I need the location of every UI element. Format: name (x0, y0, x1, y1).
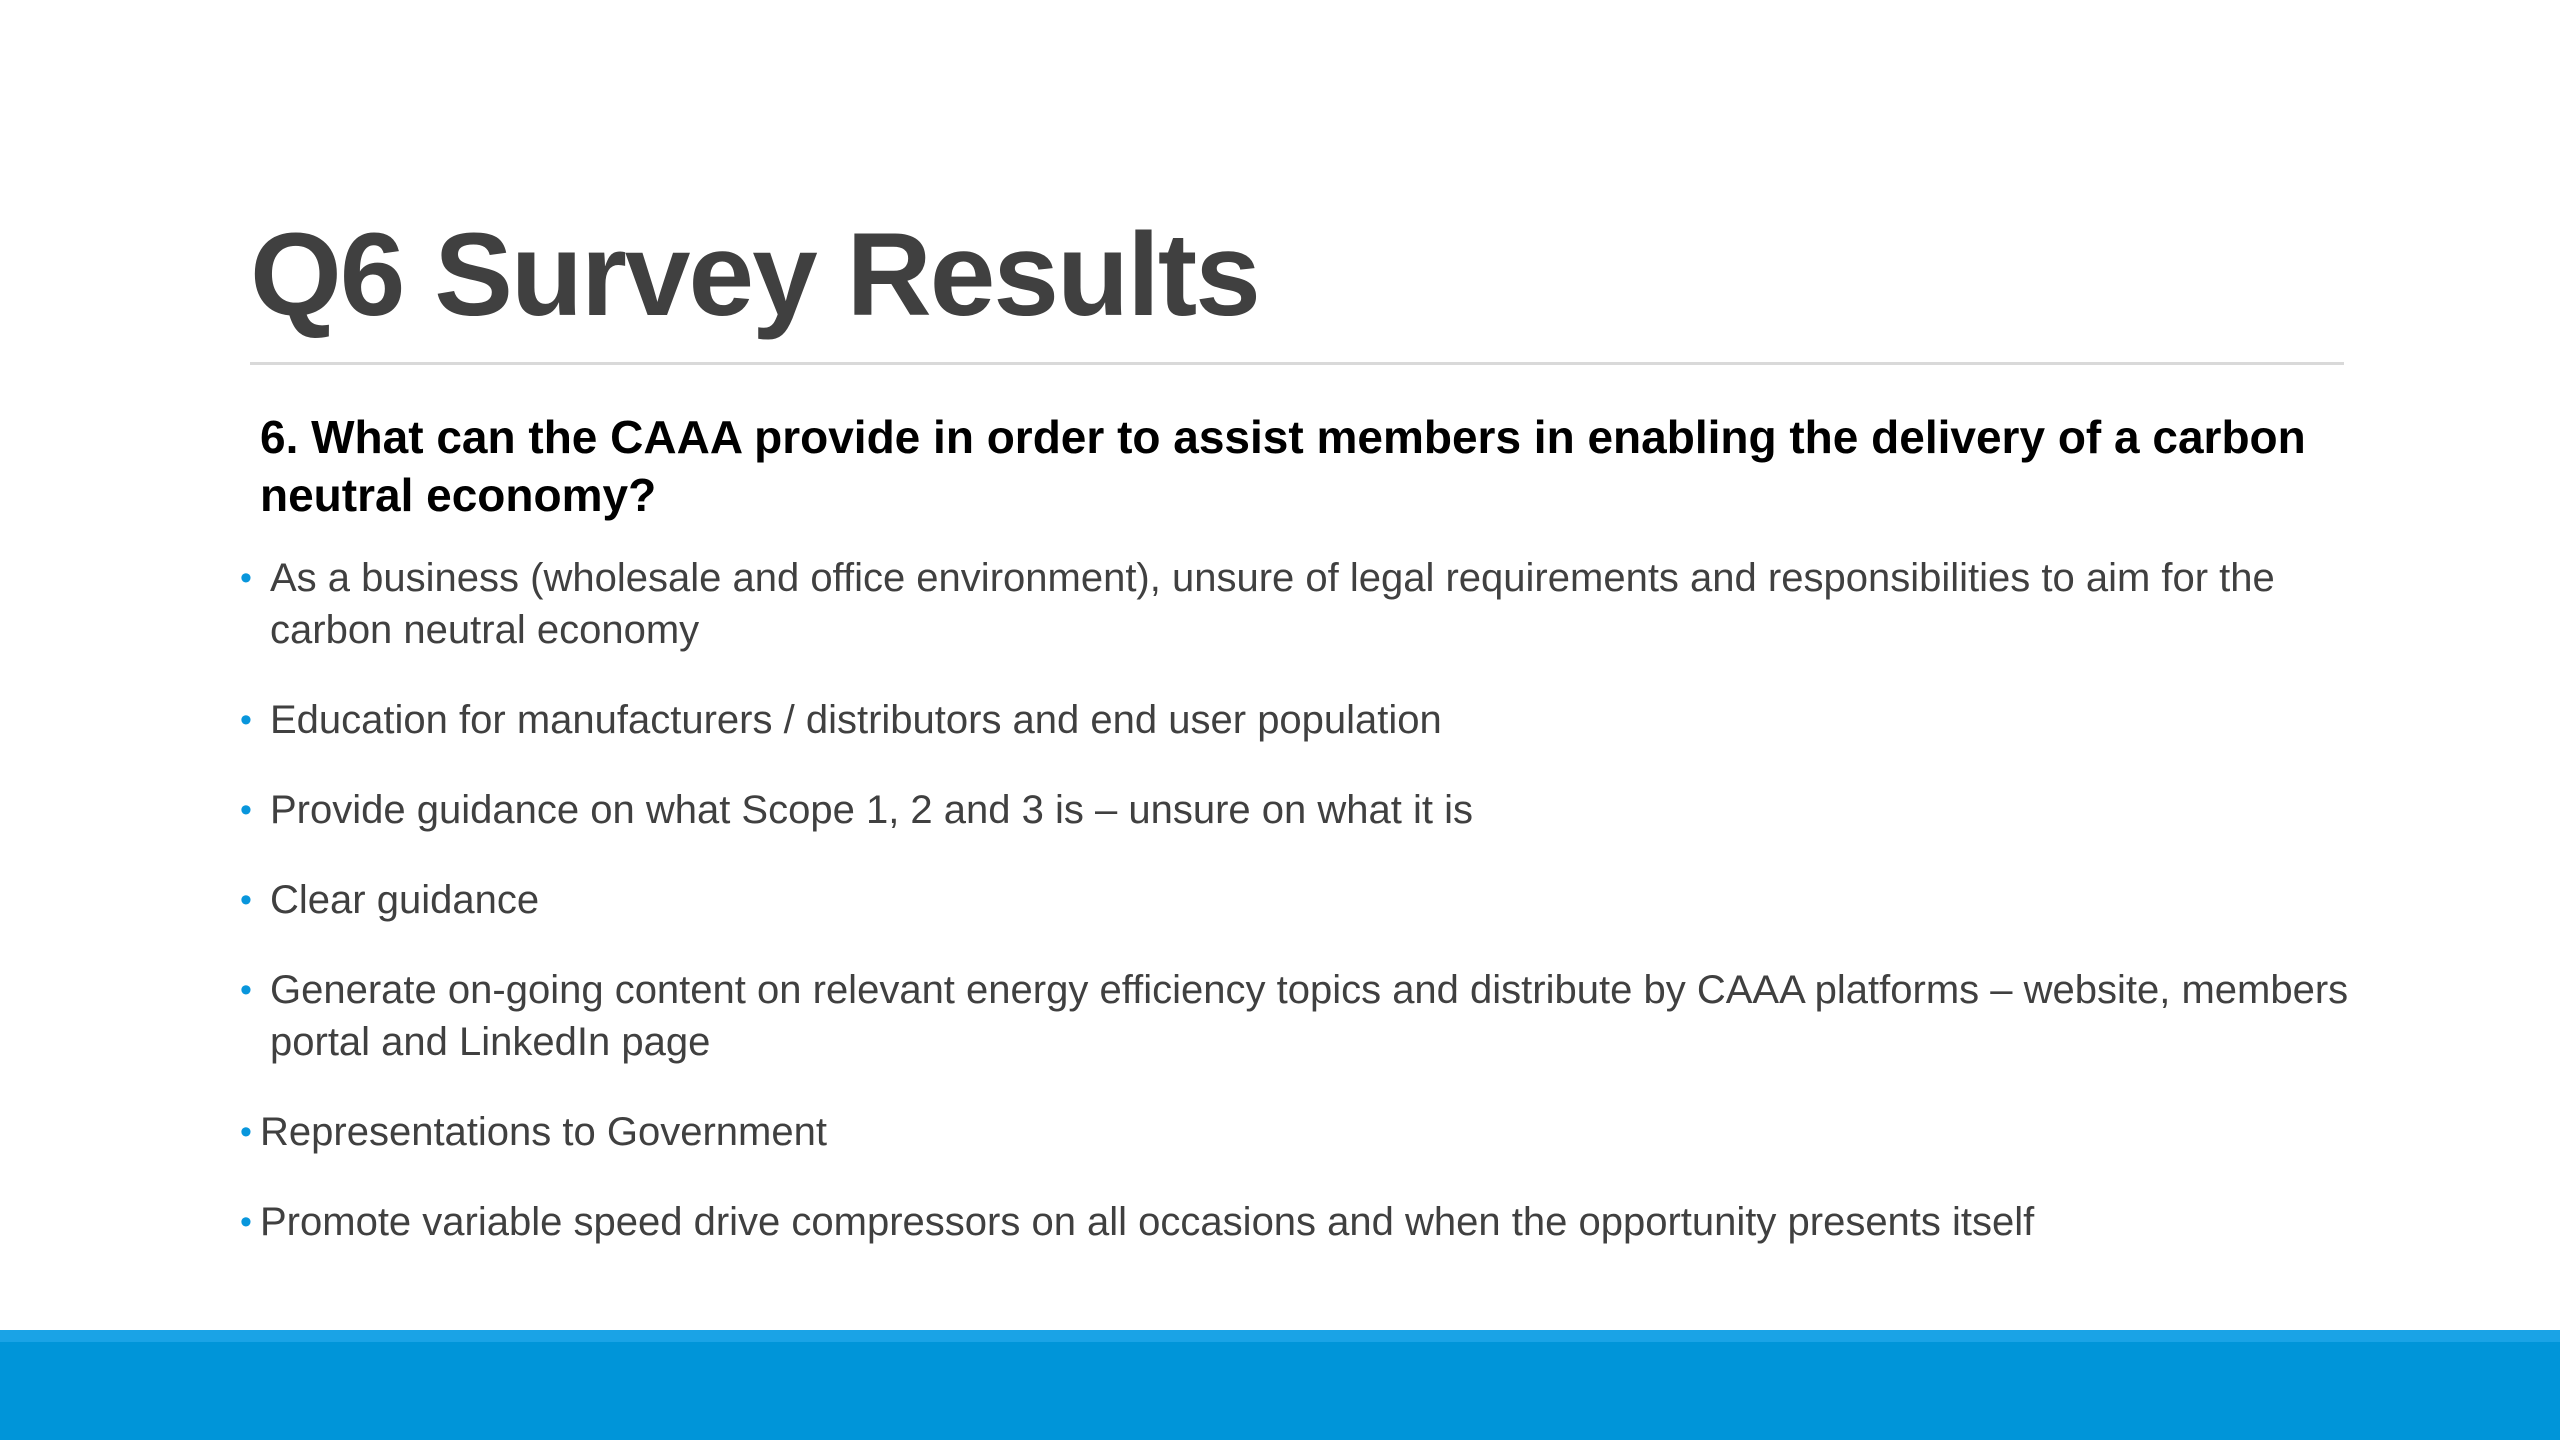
response-item (240, 874, 2350, 926)
slide-title: Q6 Survey Results (250, 209, 1259, 341)
response-text: Clear guidance (270, 878, 540, 922)
bullet-icon: • (240, 881, 252, 919)
response-text: Promote variable speed drive compressors on all occasions and when the opportunity presents itself (260, 1200, 2035, 1244)
bullet-icon: • (240, 1203, 252, 1241)
survey-question: 6. What can the CAAA provide in order to assist members in enabling the delivery of a carbon neutral economy? (260, 411, 2306, 521)
response-text: Representations to Government (260, 1110, 827, 1154)
bullet-icon: • (240, 971, 252, 1009)
response-text: Generate on-going content on relevant energy efficiency topics and distribute by CAAA platforms – website, members portal and LinkedIn page (270, 968, 2349, 1064)
response-text: Provide guidance on what Scope 1, 2 and 3 is – unsure on what it is (270, 788, 1473, 832)
response-list (240, 552, 2350, 1286)
response-item (240, 694, 2350, 746)
response-item (240, 1106, 2350, 1158)
footer-bar (0, 1330, 2560, 1440)
title-divider (250, 362, 2344, 365)
footer-accent-stripe (0, 1330, 2560, 1342)
bullet-icon: • (240, 1113, 252, 1151)
response-item (240, 552, 2350, 656)
response-item (240, 1196, 2350, 1248)
bullet-icon: • (240, 701, 252, 739)
response-text: As a business (wholesale and office environment), unsure of legal requirements and responsibilities to aim for the carbon neutral economy (270, 556, 2275, 652)
response-text: Education for manufacturers / distributors and end user population (270, 698, 1442, 742)
response-item (240, 784, 2350, 836)
bullet-icon: • (240, 559, 252, 597)
bullet-icon: • (240, 791, 252, 829)
response-item (240, 964, 2350, 1068)
